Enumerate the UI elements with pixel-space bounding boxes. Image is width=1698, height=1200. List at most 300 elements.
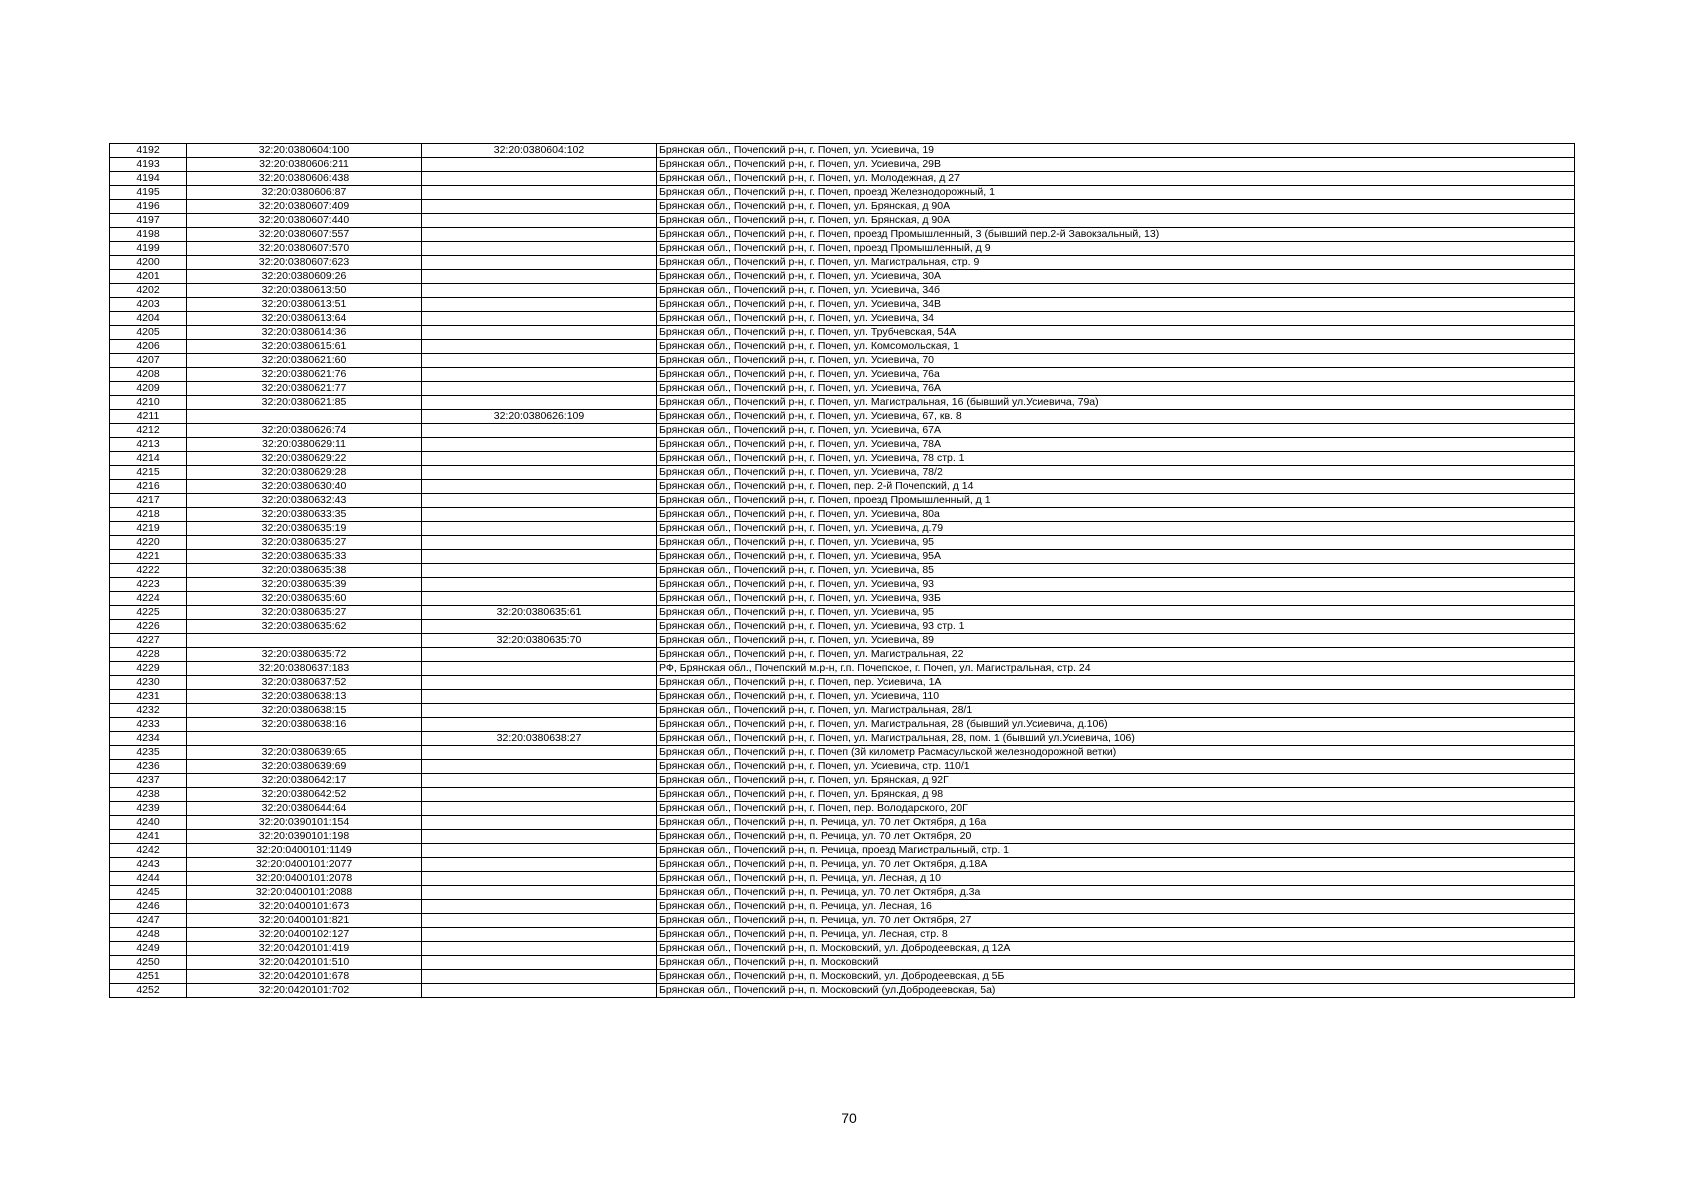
table-row [110,214,1575,228]
row-number-cell: 4210 [110,396,187,410]
row-number-cell: 4251 [110,970,187,984]
table-row [110,158,1575,172]
cadastral-number-secondary-cell [422,942,657,956]
address-cell: Брянская обл., Почепский р-н, г. Почеп, ул. Брянская, д 90А [657,200,1575,214]
cadastral-number-secondary-cell [422,508,657,522]
cadastral-number-cell [187,634,422,648]
cadastral-number-secondary-cell [422,298,657,312]
table-row [110,242,1575,256]
address-cell: Брянская обл., Почепский р-н, г. Почеп, ул. Усиевича, 78 стр. 1 [657,452,1575,466]
address-cell: Брянская обл., Почепский р-н, п. Московский, ул. Добродеевская, д 5Б [657,970,1575,984]
address-cell: Брянская обл., Почепский р-н, г. Почеп, ул. Усиевича, 95А [657,550,1575,564]
address-cell: Брянская обл., Почепский р-н, г. Почеп, пер. 2-й Почепский, д 14 [657,480,1575,494]
table-row [110,494,1575,508]
row-number-cell: 4229 [110,662,187,676]
cadastral-number-cell: 32:20:0380607:570 [187,242,422,256]
address-cell: Брянская обл., Почепский р-н, г. Почеп, ул. Усиевича, 89 [657,634,1575,648]
cadastral-number-cell: 32:20:0380629:22 [187,452,422,466]
cadastral-number-secondary-cell [422,802,657,816]
table-row [110,900,1575,914]
cadastral-number-secondary-cell [422,704,657,718]
row-number-cell: 4250 [110,956,187,970]
table-row [110,676,1575,690]
table-row [110,354,1575,368]
cadastral-number-cell: 32:20:0380606:87 [187,186,422,200]
table-row [110,340,1575,354]
cadastral-number-secondary-cell [422,480,657,494]
row-number-cell: 4212 [110,424,187,438]
cadastral-number-secondary-cell [422,550,657,564]
cadastral-number-secondary-cell [422,620,657,634]
address-cell: Брянская обл., Почепский р-н, г. Почеп, проезд Промышленный, д 1 [657,494,1575,508]
cadastral-number-cell: 32:20:0380606:438 [187,172,422,186]
cadastral-number-cell: 32:20:0380621:60 [187,354,422,368]
cadastral-number-secondary-cell: 32:20:0380626:109 [422,410,657,424]
address-cell: Брянская обл., Почепский р-н, г. Почеп, ул. Брянская, д 90А [657,214,1575,228]
cadastral-number-secondary-cell [422,536,657,550]
address-cell: Брянская обл., Почепский р-н, п. Речица, ул. 70 лет Октября, д.18А [657,858,1575,872]
registry-table [109,143,1575,998]
cadastral-number-cell: 32:20:0380635:33 [187,550,422,564]
cadastral-number-cell: 32:20:0380607:409 [187,200,422,214]
row-number-cell: 4225 [110,606,187,620]
address-cell: Брянская обл., Почепский р-н, г. Почеп, ул. Усиевича, стр. 110/1 [657,760,1575,774]
row-number-cell: 4195 [110,186,187,200]
table-row [110,144,1575,158]
row-number-cell: 4204 [110,312,187,326]
address-cell: Брянская обл., Почепский р-н, г. Почеп, ул. Магистральная, стр. 9 [657,256,1575,270]
table-row [110,438,1575,452]
row-number-cell: 4245 [110,886,187,900]
table-row [110,270,1575,284]
row-number-cell: 4227 [110,634,187,648]
table-row [110,886,1575,900]
table-row [110,368,1575,382]
address-cell: Брянская обл., Почепский р-н, п. Московский (ул.Добродеевская, 5а) [657,984,1575,998]
table-row [110,774,1575,788]
address-cell: Брянская обл., Почепский р-н, г. Почеп, ул. Усиевича, 80а [657,508,1575,522]
address-cell: Брянская обл., Почепский р-н, г. Почеп, ул. Магистральная, 28 (бывший ул.Усиевича, д.106) [657,718,1575,732]
cadastral-number-cell: 32:20:0380604:100 [187,144,422,158]
address-cell: РФ, Брянская обл., Почепский м.р-н, г.п. Почепское, г. Почеп, ул. Магистральная, стр. 24 [657,662,1575,676]
address-cell: Брянская обл., Почепский р-н, г. Почеп, ул. Усиевича, 78А [657,438,1575,452]
row-number-cell: 4228 [110,648,187,662]
address-cell: Брянская обл., Почепский р-н, г. Почеп, ул. Магистральная, 28/1 [657,704,1575,718]
cadastral-number-cell: 32:20:0400101:2078 [187,872,422,886]
cadastral-number-secondary-cell [422,900,657,914]
cadastral-number-secondary-cell [422,200,657,214]
table-row [110,228,1575,242]
table-row [110,942,1575,956]
row-number-cell: 4248 [110,928,187,942]
row-number-cell: 4243 [110,858,187,872]
table-row [110,690,1575,704]
table-row [110,592,1575,606]
cadastral-number-secondary-cell [422,284,657,298]
row-number-cell: 4203 [110,298,187,312]
row-number-cell: 4193 [110,158,187,172]
cadastral-number-cell: 32:20:0390101:198 [187,830,422,844]
cadastral-number-cell: 32:20:0380637:52 [187,676,422,690]
table-row [110,634,1575,648]
address-cell: Брянская обл., Почепский р-н, г. Почеп, ул. Усиевича, 85 [657,564,1575,578]
address-cell: Брянская обл., Почепский р-н, г. Почеп, ул. Усиевича, 67, кв. 8 [657,410,1575,424]
address-cell: Брянская обл., Почепский р-н, г. Почеп, ул. Усиевича, 93Б [657,592,1575,606]
cadastral-number-cell: 32:20:0380635:19 [187,522,422,536]
cadastral-number-cell [187,732,422,746]
cadastral-number-secondary-cell [422,466,657,480]
cadastral-number-secondary-cell [422,830,657,844]
address-cell: Брянская обл., Почепский р-н, г. Почеп, ул. Усиевича, 110 [657,690,1575,704]
address-cell: Брянская обл., Почепский р-н, п. Московский, ул. Добродеевская, д 12А [657,942,1575,956]
cadastral-number-cell: 32:20:0380635:27 [187,606,422,620]
cadastral-number-cell: 32:20:0400101:2088 [187,886,422,900]
cadastral-number-secondary-cell: 32:20:0380604:102 [422,144,657,158]
cadastral-number-secondary-cell [422,270,657,284]
cadastral-number-cell: 32:20:0380642:17 [187,774,422,788]
row-number-cell: 4213 [110,438,187,452]
cadastral-number-cell: 32:20:0380621:76 [187,368,422,382]
table-row [110,662,1575,676]
cadastral-number-secondary-cell [422,228,657,242]
table-row [110,802,1575,816]
table-row [110,396,1575,410]
table-row [110,830,1575,844]
table-row [110,844,1575,858]
cadastral-number-secondary-cell [422,648,657,662]
cadastral-number-secondary-cell [422,396,657,410]
row-number-cell: 4240 [110,816,187,830]
address-cell: Брянская обл., Почепский р-н, г. Почеп, проезд Железнодорожный, 1 [657,186,1575,200]
table-row [110,956,1575,970]
cadastral-number-cell: 32:20:0380609:26 [187,270,422,284]
cadastral-number-secondary-cell [422,578,657,592]
address-cell: Брянская обл., Почепский р-н, г. Почеп, ул. Трубчевская, 54А [657,326,1575,340]
address-cell: Брянская обл., Почепский р-н, г. Почеп, ул. Усиевича, 19 [657,144,1575,158]
row-number-cell: 4224 [110,592,187,606]
cadastral-number-cell: 32:20:0400102:127 [187,928,422,942]
cadastral-number-cell: 32:20:0380635:72 [187,648,422,662]
page-number: 70 [841,1110,857,1126]
row-number-cell: 4249 [110,942,187,956]
cadastral-number-secondary-cell [422,424,657,438]
cadastral-number-secondary-cell [422,592,657,606]
address-cell: Брянская обл., Почепский р-н, г. Почеп, ул. Брянская, д 98 [657,788,1575,802]
cadastral-number-cell: 32:20:0400101:673 [187,900,422,914]
address-cell: Брянская обл., Почепский р-н, п. Речица, ул. 70 лет Октября, 20 [657,830,1575,844]
row-number-cell: 4238 [110,788,187,802]
cadastral-number-cell: 32:20:0420101:702 [187,984,422,998]
cadastral-number-cell: 32:20:0380635:62 [187,620,422,634]
cadastral-number-cell: 32:20:0400101:2077 [187,858,422,872]
address-cell: Брянская обл., Почепский р-н, г. Почеп, ул. Магистральная, 16 (бывший ул.Усиевича, 79а) [657,396,1575,410]
table-row [110,200,1575,214]
cadastral-number-cell: 32:20:0420101:419 [187,942,422,956]
table-row [110,788,1575,802]
row-number-cell: 4197 [110,214,187,228]
address-cell: Брянская обл., Почепский р-н, г. Почеп, ул. Усиевича, 93 [657,578,1575,592]
row-number-cell: 4196 [110,200,187,214]
cadastral-number-secondary-cell [422,886,657,900]
cadastral-number-secondary-cell [422,438,657,452]
cadastral-number-secondary-cell: 32:20:0380635:70 [422,634,657,648]
row-number-cell: 4205 [110,326,187,340]
cadastral-number-cell: 32:20:0400101:1149 [187,844,422,858]
address-cell: Брянская обл., Почепский р-н, г. Почеп, ул. Брянская, д 92Г [657,774,1575,788]
table-row [110,480,1575,494]
row-number-cell: 4223 [110,578,187,592]
cadastral-number-secondary-cell [422,158,657,172]
cadastral-number-cell: 32:20:0380613:64 [187,312,422,326]
table-row [110,704,1575,718]
address-cell: Брянская обл., Почепский р-н, г. Почеп, ул. Усиевича, 67А [657,424,1575,438]
row-number-cell: 4207 [110,354,187,368]
cadastral-number-cell: 32:20:0380638:16 [187,718,422,732]
cadastral-number-cell: 32:20:0380638:13 [187,690,422,704]
registry-sheet [109,143,1574,998]
table-row [110,816,1575,830]
row-number-cell: 4214 [110,452,187,466]
cadastral-number-secondary-cell [422,858,657,872]
cadastral-number-cell: 32:20:0380613:51 [187,298,422,312]
row-number-cell: 4220 [110,536,187,550]
cadastral-number-secondary-cell [422,816,657,830]
table-row [110,970,1575,984]
table-row [110,578,1575,592]
row-number-cell: 4208 [110,368,187,382]
address-cell: Брянская обл., Почепский р-н, п. Речица, ул. 70 лет Октября, 27 [657,914,1575,928]
row-number-cell: 4241 [110,830,187,844]
cadastral-number-cell: 32:20:0380621:77 [187,382,422,396]
row-number-cell: 4200 [110,256,187,270]
cadastral-number-secondary-cell [422,340,657,354]
row-number-cell: 4232 [110,704,187,718]
cadastral-number-secondary-cell: 32:20:0380638:27 [422,732,657,746]
table-row [110,550,1575,564]
cadastral-number-secondary-cell [422,774,657,788]
row-number-cell: 4206 [110,340,187,354]
row-number-cell: 4216 [110,480,187,494]
cadastral-number-secondary-cell [422,788,657,802]
cadastral-number-cell: 32:20:0380637:183 [187,662,422,676]
address-cell: Брянская обл., Почепский р-н, г. Почеп, проезд Промышленный, 3 (бывший пер.2-й Завокзальный, 13) [657,228,1575,242]
row-number-cell: 4235 [110,746,187,760]
table-row [110,984,1575,998]
row-number-cell: 4246 [110,900,187,914]
address-cell: Брянская обл., Почепский р-н, г. Почеп, ул. Усиевича, 70 [657,354,1575,368]
table-row [110,522,1575,536]
table-row [110,186,1575,200]
cadastral-number-cell: 32:20:0380638:15 [187,704,422,718]
cadastral-number-secondary-cell [422,760,657,774]
address-cell: Брянская обл., Почепский р-н, г. Почеп, ул. Усиевича, 30А [657,270,1575,284]
table-row [110,536,1575,550]
table-row [110,410,1575,424]
table-row [110,564,1575,578]
address-cell: Брянская обл., Почепский р-н, п. Речица, ул. Лесная, стр. 8 [657,928,1575,942]
table-row [110,858,1575,872]
table-row [110,256,1575,270]
cadastral-number-cell: 32:20:0380642:52 [187,788,422,802]
cadastral-number-cell: 32:20:0380607:440 [187,214,422,228]
address-cell: Брянская обл., Почепский р-н, п. Речица, ул. Лесная, 16 [657,900,1575,914]
row-number-cell: 4237 [110,774,187,788]
address-cell: Брянская обл., Почепский р-н, п. Речица, проезд Магистральный, стр. 1 [657,844,1575,858]
cadastral-number-secondary-cell [422,662,657,676]
table-row [110,382,1575,396]
address-cell: Брянская обл., Почепский р-н, г. Почеп, ул. Комсомольская, 1 [657,340,1575,354]
cadastral-number-secondary-cell [422,354,657,368]
row-number-cell: 4194 [110,172,187,186]
table-row [110,452,1575,466]
table-row [110,508,1575,522]
cadastral-number-secondary-cell [422,564,657,578]
address-cell: Брянская обл., Почепский р-н, г. Почеп, ул. Усиевича, 93 стр. 1 [657,620,1575,634]
cadastral-number-cell: 32:20:0380607:623 [187,256,422,270]
cadastral-number-secondary-cell [422,452,657,466]
address-cell: Брянская обл., Почепский р-н, г. Почеп, ул. Усиевича, 34 [657,312,1575,326]
table-row [110,298,1575,312]
address-cell: Брянская обл., Почепский р-н, г. Почеп, ул. Магистральная, 28, пом. 1 (бывший ул.Усиевича, 106) [657,732,1575,746]
row-number-cell: 4244 [110,872,187,886]
cadastral-number-cell: 32:20:0380633:35 [187,508,422,522]
row-number-cell: 4218 [110,508,187,522]
row-number-cell: 4231 [110,690,187,704]
cadastral-number-cell: 32:20:0380629:28 [187,466,422,480]
cadastral-number-cell: 32:20:0380632:43 [187,494,422,508]
cadastral-number-cell: 32:20:0420101:678 [187,970,422,984]
row-number-cell: 4199 [110,242,187,256]
address-cell: Брянская обл., Почепский р-н, п. Речица, ул. 70 лет Октября, д.3а [657,886,1575,900]
row-number-cell: 4202 [110,284,187,298]
cadastral-number-secondary-cell [422,312,657,326]
table-row [110,312,1575,326]
cadastral-number-cell: 32:20:0420101:510 [187,956,422,970]
cadastral-number-secondary-cell [422,970,657,984]
row-number-cell: 4233 [110,718,187,732]
row-number-cell: 4239 [110,802,187,816]
cadastral-number-cell [187,410,422,424]
cadastral-number-cell: 32:20:0380635:39 [187,578,422,592]
cadastral-number-cell: 32:20:0380639:69 [187,760,422,774]
cadastral-number-secondary-cell [422,690,657,704]
cadastral-number-secondary-cell [422,368,657,382]
address-cell: Брянская обл., Почепский р-н, г. Почеп, проезд Промышленный, д 9 [657,242,1575,256]
address-cell: Брянская обл., Почепский р-н, г. Почеп, ул. Усиевича, 95 [657,536,1575,550]
address-cell: Брянская обл., Почепский р-н, г. Почеп, ул. Усиевича, 76а [657,368,1575,382]
row-number-cell: 4222 [110,564,187,578]
cadastral-number-cell: 32:20:0380626:74 [187,424,422,438]
cadastral-number-cell: 32:20:0380621:85 [187,396,422,410]
cadastral-number-secondary-cell [422,956,657,970]
cadastral-number-secondary-cell [422,984,657,998]
address-cell: Брянская обл., Почепский р-н, г. Почеп, ул. Магистральная, 22 [657,648,1575,662]
address-cell: Брянская обл., Почепский р-н, г. Почеп, ул. Усиевича, 29В [657,158,1575,172]
table-row [110,718,1575,732]
cadastral-number-secondary-cell [422,746,657,760]
row-number-cell: 4242 [110,844,187,858]
address-cell: Брянская обл., Почепский р-н, г. Почеп, ул. Усиевича, 34б [657,284,1575,298]
cadastral-number-secondary-cell [422,242,657,256]
row-number-cell: 4221 [110,550,187,564]
address-cell: Брянская обл., Почепский р-н, п. Московский [657,956,1575,970]
cadastral-number-secondary-cell [422,522,657,536]
cadastral-number-cell: 32:20:0380629:11 [187,438,422,452]
table-row [110,732,1575,746]
row-number-cell: 4226 [110,620,187,634]
cadastral-number-secondary-cell [422,676,657,690]
cadastral-number-secondary-cell [422,382,657,396]
row-number-cell: 4236 [110,760,187,774]
address-cell: Брянская обл., Почепский р-н, г. Почеп, ул. Усиевича, 76А [657,382,1575,396]
cadastral-number-secondary-cell [422,186,657,200]
cadastral-number-secondary-cell [422,256,657,270]
row-number-cell: 4230 [110,676,187,690]
cadastral-number-cell: 32:20:0380635:38 [187,564,422,578]
address-cell: Брянская обл., Почепский р-н, п. Речица, ул. Лесная, д 10 [657,872,1575,886]
cadastral-number-cell: 32:20:0380635:60 [187,592,422,606]
cadastral-number-cell: 32:20:0380613:50 [187,284,422,298]
table-row [110,172,1575,186]
table-row [110,620,1575,634]
cadastral-number-cell: 32:20:0380630:40 [187,480,422,494]
row-number-cell: 4209 [110,382,187,396]
cadastral-number-cell: 32:20:0380607:557 [187,228,422,242]
table-row [110,648,1575,662]
table-row [110,424,1575,438]
cadastral-number-secondary-cell [422,914,657,928]
row-number-cell: 4201 [110,270,187,284]
table-row [110,326,1575,340]
cadastral-number-secondary-cell [422,326,657,340]
row-number-cell: 4247 [110,914,187,928]
table-row [110,760,1575,774]
row-number-cell: 4211 [110,410,187,424]
cadastral-number-secondary-cell: 32:20:0380635:61 [422,606,657,620]
cadastral-number-secondary-cell [422,928,657,942]
cadastral-number-secondary-cell [422,872,657,886]
cadastral-number-cell: 32:20:0380635:27 [187,536,422,550]
table-row [110,606,1575,620]
cadastral-number-secondary-cell [422,214,657,228]
table-row [110,928,1575,942]
address-cell: Брянская обл., Почепский р-н, г. Почеп, ул. Усиевича, 95 [657,606,1575,620]
address-cell: Брянская обл., Почепский р-н, г. Почеп, ул. Молодежная, д 27 [657,172,1575,186]
cadastral-number-cell: 32:20:0390101:154 [187,816,422,830]
row-number-cell: 4215 [110,466,187,480]
row-number-cell: 4217 [110,494,187,508]
cadastral-number-cell: 32:20:0380615:61 [187,340,422,354]
table-row [110,872,1575,886]
address-cell: Брянская обл., Почепский р-н, г. Почеп, ул. Усиевича, д.79 [657,522,1575,536]
cadastral-number-secondary-cell [422,718,657,732]
table-row [110,746,1575,760]
address-cell: Брянская обл., Почепский р-н, г. Почеп, ул. Усиевича, 34В [657,298,1575,312]
registry-table-body [110,144,1575,998]
table-row [110,466,1575,480]
row-number-cell: 4219 [110,522,187,536]
address-cell: Брянская обл., Почепский р-н, г. Почеп, пер. Усиевича, 1А [657,676,1575,690]
row-number-cell: 4234 [110,732,187,746]
row-number-cell: 4192 [110,144,187,158]
row-number-cell: 4252 [110,984,187,998]
cadastral-number-secondary-cell [422,494,657,508]
address-cell: Брянская обл., Почепский р-н, г. Почеп, пер. Володарского, 20Г [657,802,1575,816]
cadastral-number-cell: 32:20:0380644:64 [187,802,422,816]
cadastral-number-cell: 32:20:0400101:821 [187,914,422,928]
address-cell: Брянская обл., Почепский р-н, г. Почеп, ул. Усиевича, 78/2 [657,466,1575,480]
table-row [110,284,1575,298]
